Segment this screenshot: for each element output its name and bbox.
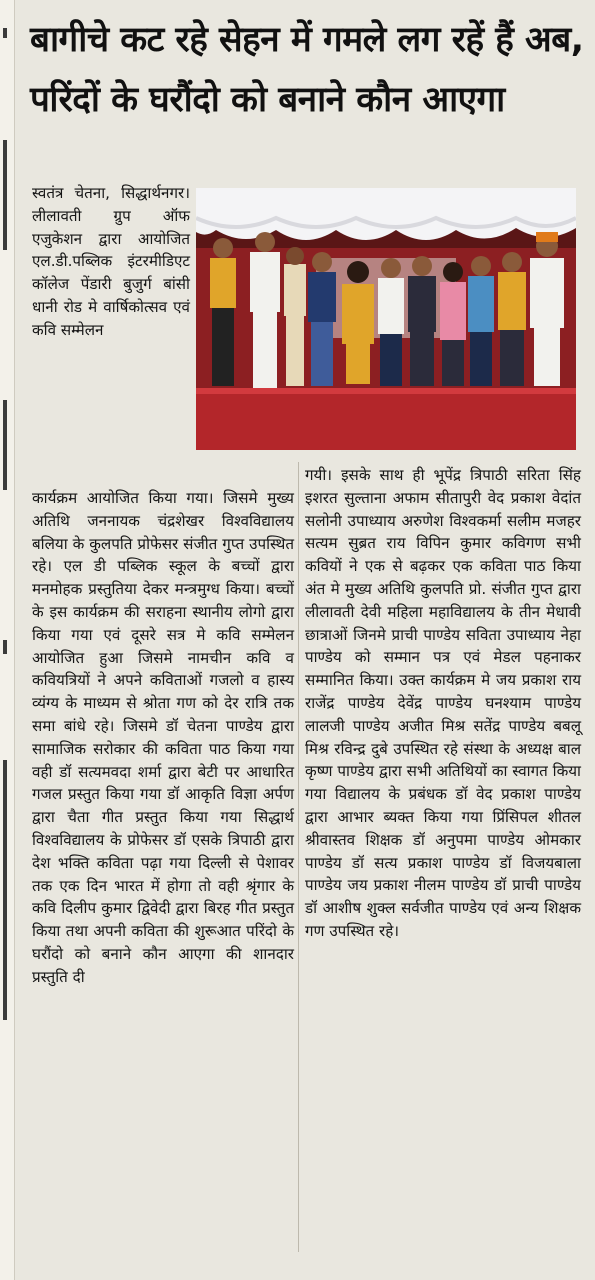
article-text: गयी। इसके साथ ही भूपेंद्र त्रिपाठी सरिता सिंह इशरत सुल्ताना अफाम सीतापुरी वेद प्रकाश वेदांत सलोनी उपाध्याय अरुणेश विश्वकर्मा सलीम मजहर सत्यम सुब्रत राय विपिन कुमार कविगण सभी कवियों ने एक से बढ़कर एक कविता पाठ किया अंत मे मुख्य अतिथि कुलपति प्रो. संजीत गुप्त द्वारा लीलावती देवी महिला महाविद्यालय के तीन मेधावी छात्राओं जिनमे प्राची पाण्डेय सविता उपाध्याय नेहा पाण्डेय को सम्मान पत्र एवं मेडल पहनाकर सम्मानित किया। उक्त कार्यक्रम मे जय प्रकाश राय राजेंद्र पाण्डेय देवेंद्र पाण्डेय घनश्याम पाण्डेय लालजी पाण्डेय अजीत मिश्र सतेंद्र पाण्डेय बबलू मिश्र रविन्द्र दुबे उपस्थित रहे संस्था के अध्यक्ष बाल कृष्ण पाण्डेय द्वारा सभी अतिथियों का स्वागत किया गया विद्यालय के प्रबंधक डॉ वेद प्रकाश पाण्डेय द्वारा आभार ब्यक्त किया गया प्रिंसिपल शीतल श्रीवास्तव शिक्षक डॉ अनुपमा पाण्डेय ओमकार पाण्डेय डॉ सत्य प्रकाश पाण्डेय डॉ विजयबाला पाण्डेय जय प्रकाश नीलम पाण्डेय डॉ प्राची पाण्डेय डॉ आशीष शुक्ल सर्वजीत पाण्डेय एवं अन्य शिक्षक गण उपस्थित रहे। [305, 466, 581, 940]
article-headline: बागीचे कट रहे सेहन में गमले लग रहें हैं अब, परिंदों के घरौंदो को बनाने कौन आएगा [30, 20, 584, 120]
adjacent-page-edge [0, 0, 15, 1280]
edge-mark [3, 760, 7, 1020]
article-text: कार्यक्रम आयोजित किया गया। जिसमे मुख्य अतिथि जननायक चंद्रशेखर विश्वविद्यालय बलिया के कुलपति प्रोफेसर संजीत गुप्त उपस्थित रहे। एल डी पब्लिक स्कूल के बच्चों द्वारा मनमोहक प्रस्तुतिया देकर मन्त्रमुग्ध किया। बच्चों के इस कार्यक्रम की सराहना स्थानीय लोगो द्वारा किया गया एवं दूसरे सत्र मे कवि सम्मेलन आयोजित हुआ जिसमे नामचीन कवि व कवियत्रियों ने अपने कविताओं गजलो व हास्य व्यंग्य के माध्यम से श्रोता गण को देर रात्रि तक समा बांधे रहे। जिसमे डॉ चेतना पाण्डेय द्वारा सामाजिक सरोकार की कविता पाठ किया गया वही डॉ सत्यमवदा शर्मा द्वारा बेटी पर आधारित गजल प्रस्तुत किया गया डॉ आकृति विज्ञा अर्पण द्वारा चैता गीत प्रस्तुत किया गया सिद्धार्थ विश्वविद्यालय के प्रोफेसर डॉ एसके त्रिपाठी द्वारा देश भक्ति कविता पढ़ा गया दिल्ली से पेशावर तक एक दिन भारत में होगा तो वही श्रृंगार के कवि दिलीप कुमार द्विवेदी द्वारा बिरह गीत प्रस्तुत किया तथा अपनी कविता की शुरूआत परिंदो के घरौंदो को बनाने कौन आएगा की शानदार प्रस्तुति दी [32, 489, 294, 986]
column-divider [298, 462, 299, 1252]
article-text: स्वतंत्र चेतना, सिद्धार्थनगर। लीलावती ग्रुप ऑफ एजुकेशन द्वारा आयोजित एल.डी.पब्लिक इंटरमीडिएट कॉलेज पेंडारी बुजुर्ग बांसी धानी रोड मे वार्षिकोत्सव एवं कवि सम्मेलन [32, 184, 190, 339]
group-photo-illustration [196, 188, 576, 450]
edge-mark [3, 28, 7, 38]
edge-mark [3, 640, 7, 654]
article-column-3 [305, 464, 581, 943]
edge-mark [3, 400, 7, 490]
edge-mark [3, 140, 7, 250]
article-column-1 [32, 182, 190, 342]
article-column-2 [32, 487, 294, 989]
event-photo [196, 188, 576, 450]
